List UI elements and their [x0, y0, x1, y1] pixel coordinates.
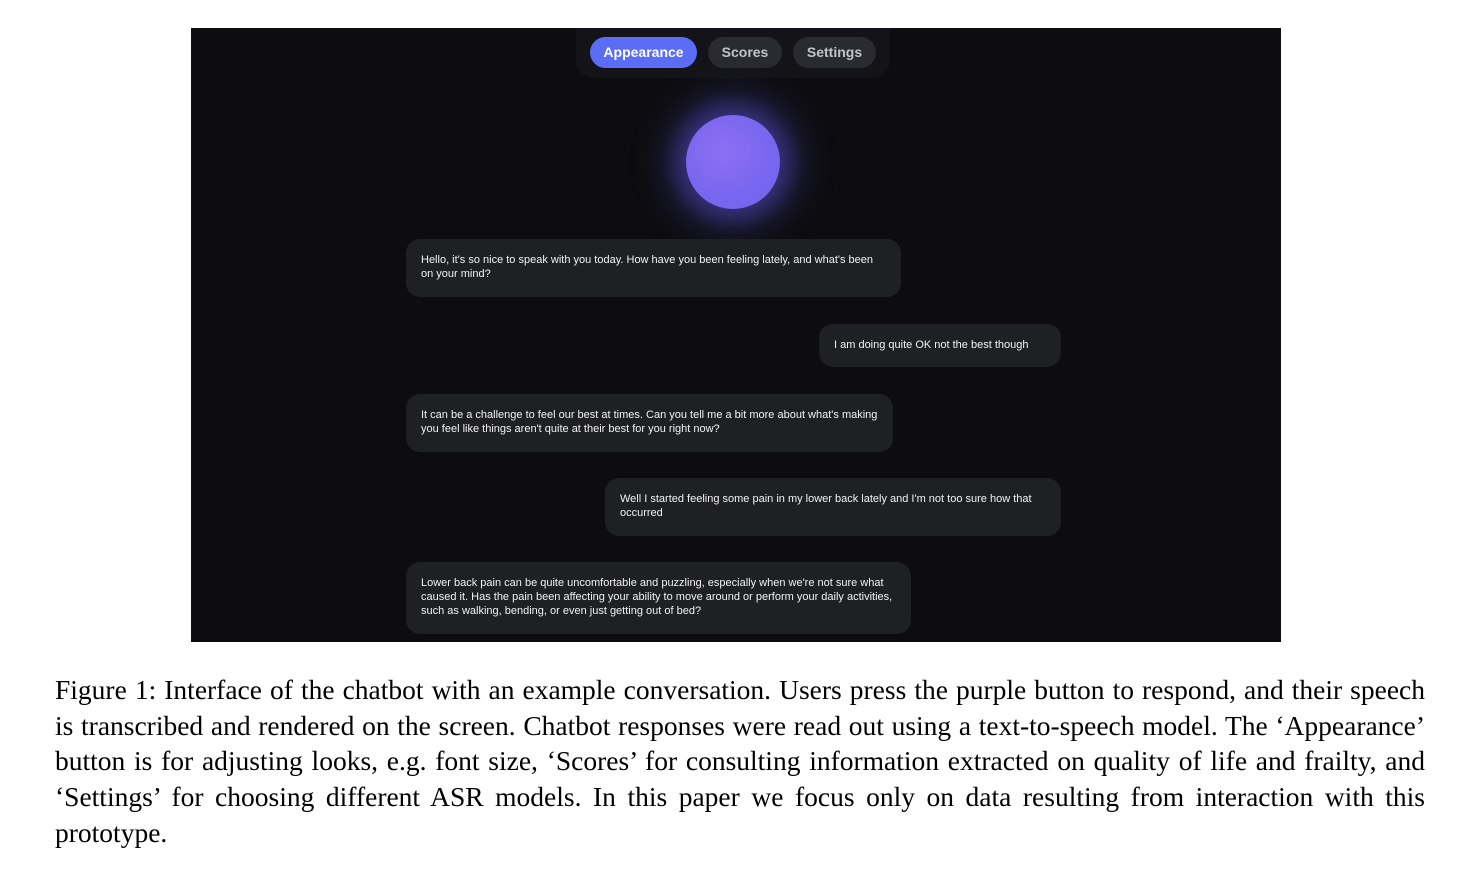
bot-message: It can be a challenge to feel our best at times. Can you tell me a bit more about what's making you feel like things aren't quite at their best for you right now?	[406, 394, 893, 452]
figure-caption: Figure 1: Interface of the chatbot with an example conversation. Users press the purple button to respond, and their speech is transcribed and rendered on the screen. Chatbot responses were read out using a text-to-speech model. The ‘Appearance’ button is for adjusting looks, e.g. font size, ‘Scores’ for consulting information extracted on quality of life and frailty, and ‘Settings’ for choosing different ASR models. In this paper we focus only on data resulting from interaction with this prototype.	[55, 674, 1425, 848]
chatbot-screenshot	[191, 28, 1281, 642]
respond-orb-button[interactable]	[686, 115, 780, 209]
bot-message: Lower back pain can be quite uncomfortable and puzzling, especially when we're not sure what caused it. Has the pain been affecting your ability to move around or perform your daily activities, such as walking, bending, or even just getting out of bed?	[406, 562, 911, 634]
bot-message: Hello, it's so nice to speak with you today. How have you been feeling lately, and what's been on your mind?	[406, 239, 901, 297]
tab-appearance[interactable]: Appearance	[590, 37, 697, 68]
user-message: I am doing quite OK not the best though	[819, 324, 1061, 367]
tab-scores[interactable]: Scores	[708, 37, 782, 68]
tab-settings[interactable]: Settings	[793, 37, 876, 68]
tab-bar	[576, 28, 890, 78]
user-message: Well I started feeling some pain in my lower back lately and I'm not too sure how that occurred	[605, 478, 1061, 536]
